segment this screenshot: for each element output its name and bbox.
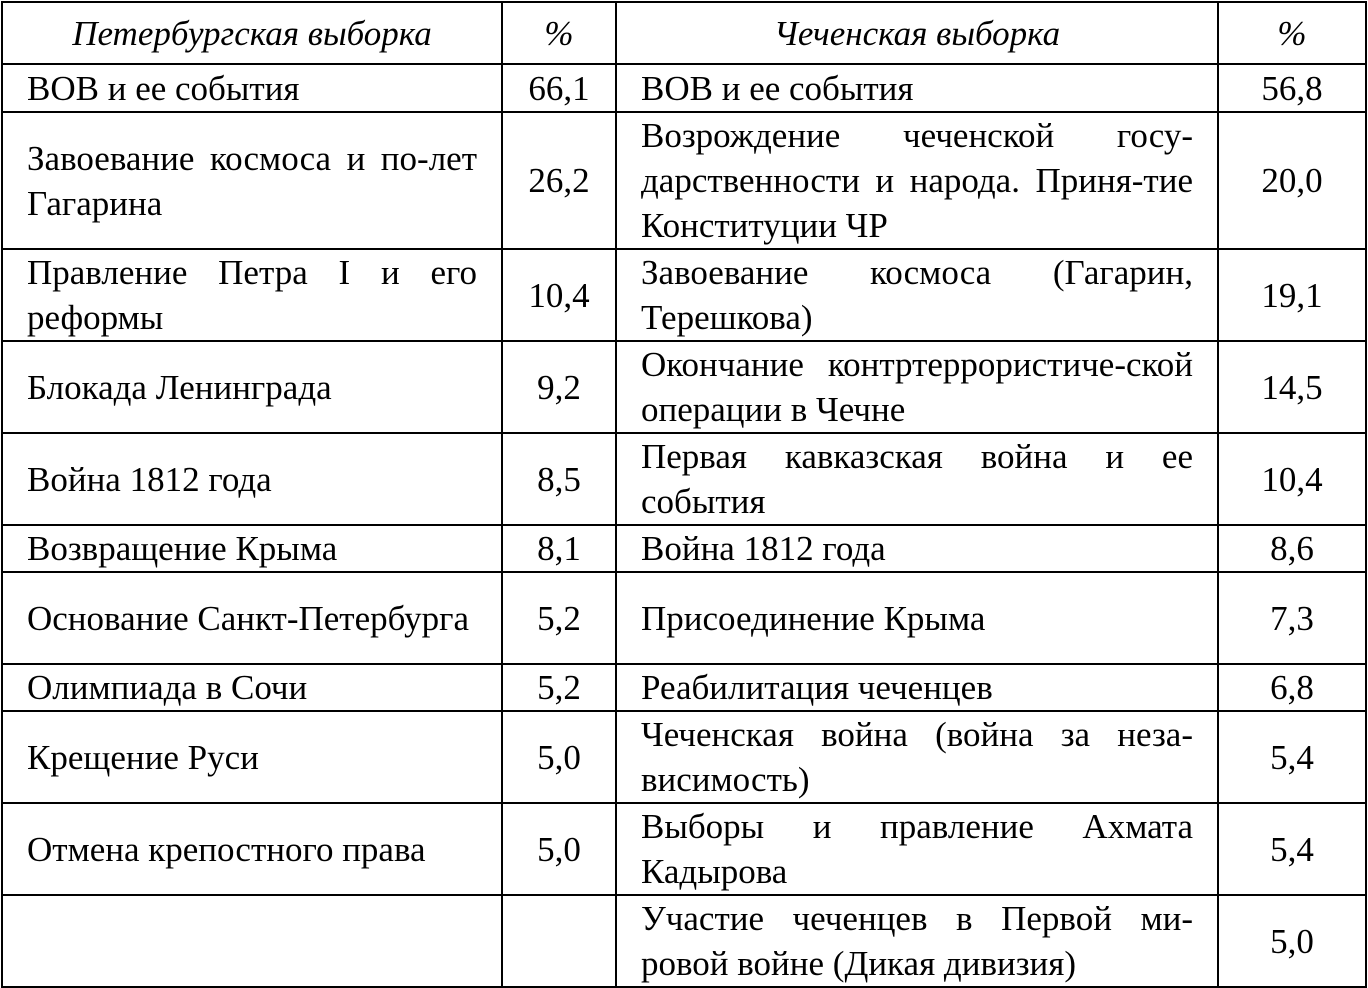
left-event-cell: Правление Петра I и его реформы [2,249,502,341]
left-event-cell: Олимпиада в Сочи [2,664,502,711]
table-row [2,803,1366,895]
right-event-cell: Чеченская война (война за неза-висимость) [616,711,1218,803]
right-pct-cell: 7,3 [1218,572,1366,664]
right-pct-cell: 10,4 [1218,433,1366,525]
table-row [2,895,1366,987]
right-event-cell: Реабилитация чеченцев [616,664,1218,711]
table-row [2,64,1366,112]
right-event-cell: Война 1812 года [616,525,1218,572]
header-row [2,2,1366,64]
table-row [2,525,1366,572]
right-pct-cell: 19,1 [1218,249,1366,341]
left-pct-cell: 5,2 [502,572,616,664]
right-event-cell: Выборы и правление Ахмата Кадырова [616,803,1218,895]
left-pct-cell: 8,5 [502,433,616,525]
events-table [1,1,1367,988]
table-row [2,711,1366,803]
left-pct-cell: 5,0 [502,711,616,803]
left-event-cell: Отмена крепостного права [2,803,502,895]
header-right-sample: Чеченская выборка [616,2,1218,64]
left-event-cell: Завоевание космоса и по-лет Гагарина [2,112,502,249]
left-pct-cell: 26,2 [502,112,616,249]
right-pct-cell: 5,0 [1218,895,1366,987]
left-pct-cell: 9,2 [502,341,616,433]
right-event-cell: ВОВ и ее события [616,64,1218,112]
left-event-cell: Блокада Ленинграда [2,341,502,433]
right-event-cell: Возрождение чеченской госу-дарственности и народа. Приня-тие Конституции ЧР [616,112,1218,249]
right-pct-cell: 6,8 [1218,664,1366,711]
left-pct-cell: 5,2 [502,664,616,711]
left-event-cell: Основание Санкт-Петербурга [2,572,502,664]
right-event-cell: Завоевание космоса (Гагарин, Терешкова) [616,249,1218,341]
header-left-sample: Петербургская выборка [2,2,502,64]
table-row [2,341,1366,433]
left-pct-cell: 66,1 [502,64,616,112]
right-pct-cell: 5,4 [1218,711,1366,803]
left-event-cell: Возвращение Крыма [2,525,502,572]
right-event-cell: Окончание контртеррористиче-ской операции в Чечне [616,341,1218,433]
left-event-cell: ВОВ и ее события [2,64,502,112]
right-pct-cell: 8,6 [1218,525,1366,572]
table-row [2,112,1366,249]
table-row [2,433,1366,525]
right-pct-cell: 5,4 [1218,803,1366,895]
right-event-cell: Первая кавказская война и ее события [616,433,1218,525]
left-pct-cell: 10,4 [502,249,616,341]
left-pct-cell: 8,1 [502,525,616,572]
right-pct-cell: 14,5 [1218,341,1366,433]
header-right-pct: % [1218,2,1366,64]
right-event-cell: Присоединение Крыма [616,572,1218,664]
table-row [2,572,1366,664]
left-pct-cell: 5,0 [502,803,616,895]
left-pct-cell [502,895,616,987]
table-row [2,664,1366,711]
left-event-cell: Крещение Руси [2,711,502,803]
right-pct-cell: 20,0 [1218,112,1366,249]
table-row [2,249,1366,341]
right-event-cell: Участие чеченцев в Первой ми-ровой войне (Дикая дивизия) [616,895,1218,987]
left-event-cell: Война 1812 года [2,433,502,525]
header-left-pct: % [502,2,616,64]
right-pct-cell: 56,8 [1218,64,1366,112]
left-event-cell [2,895,502,987]
